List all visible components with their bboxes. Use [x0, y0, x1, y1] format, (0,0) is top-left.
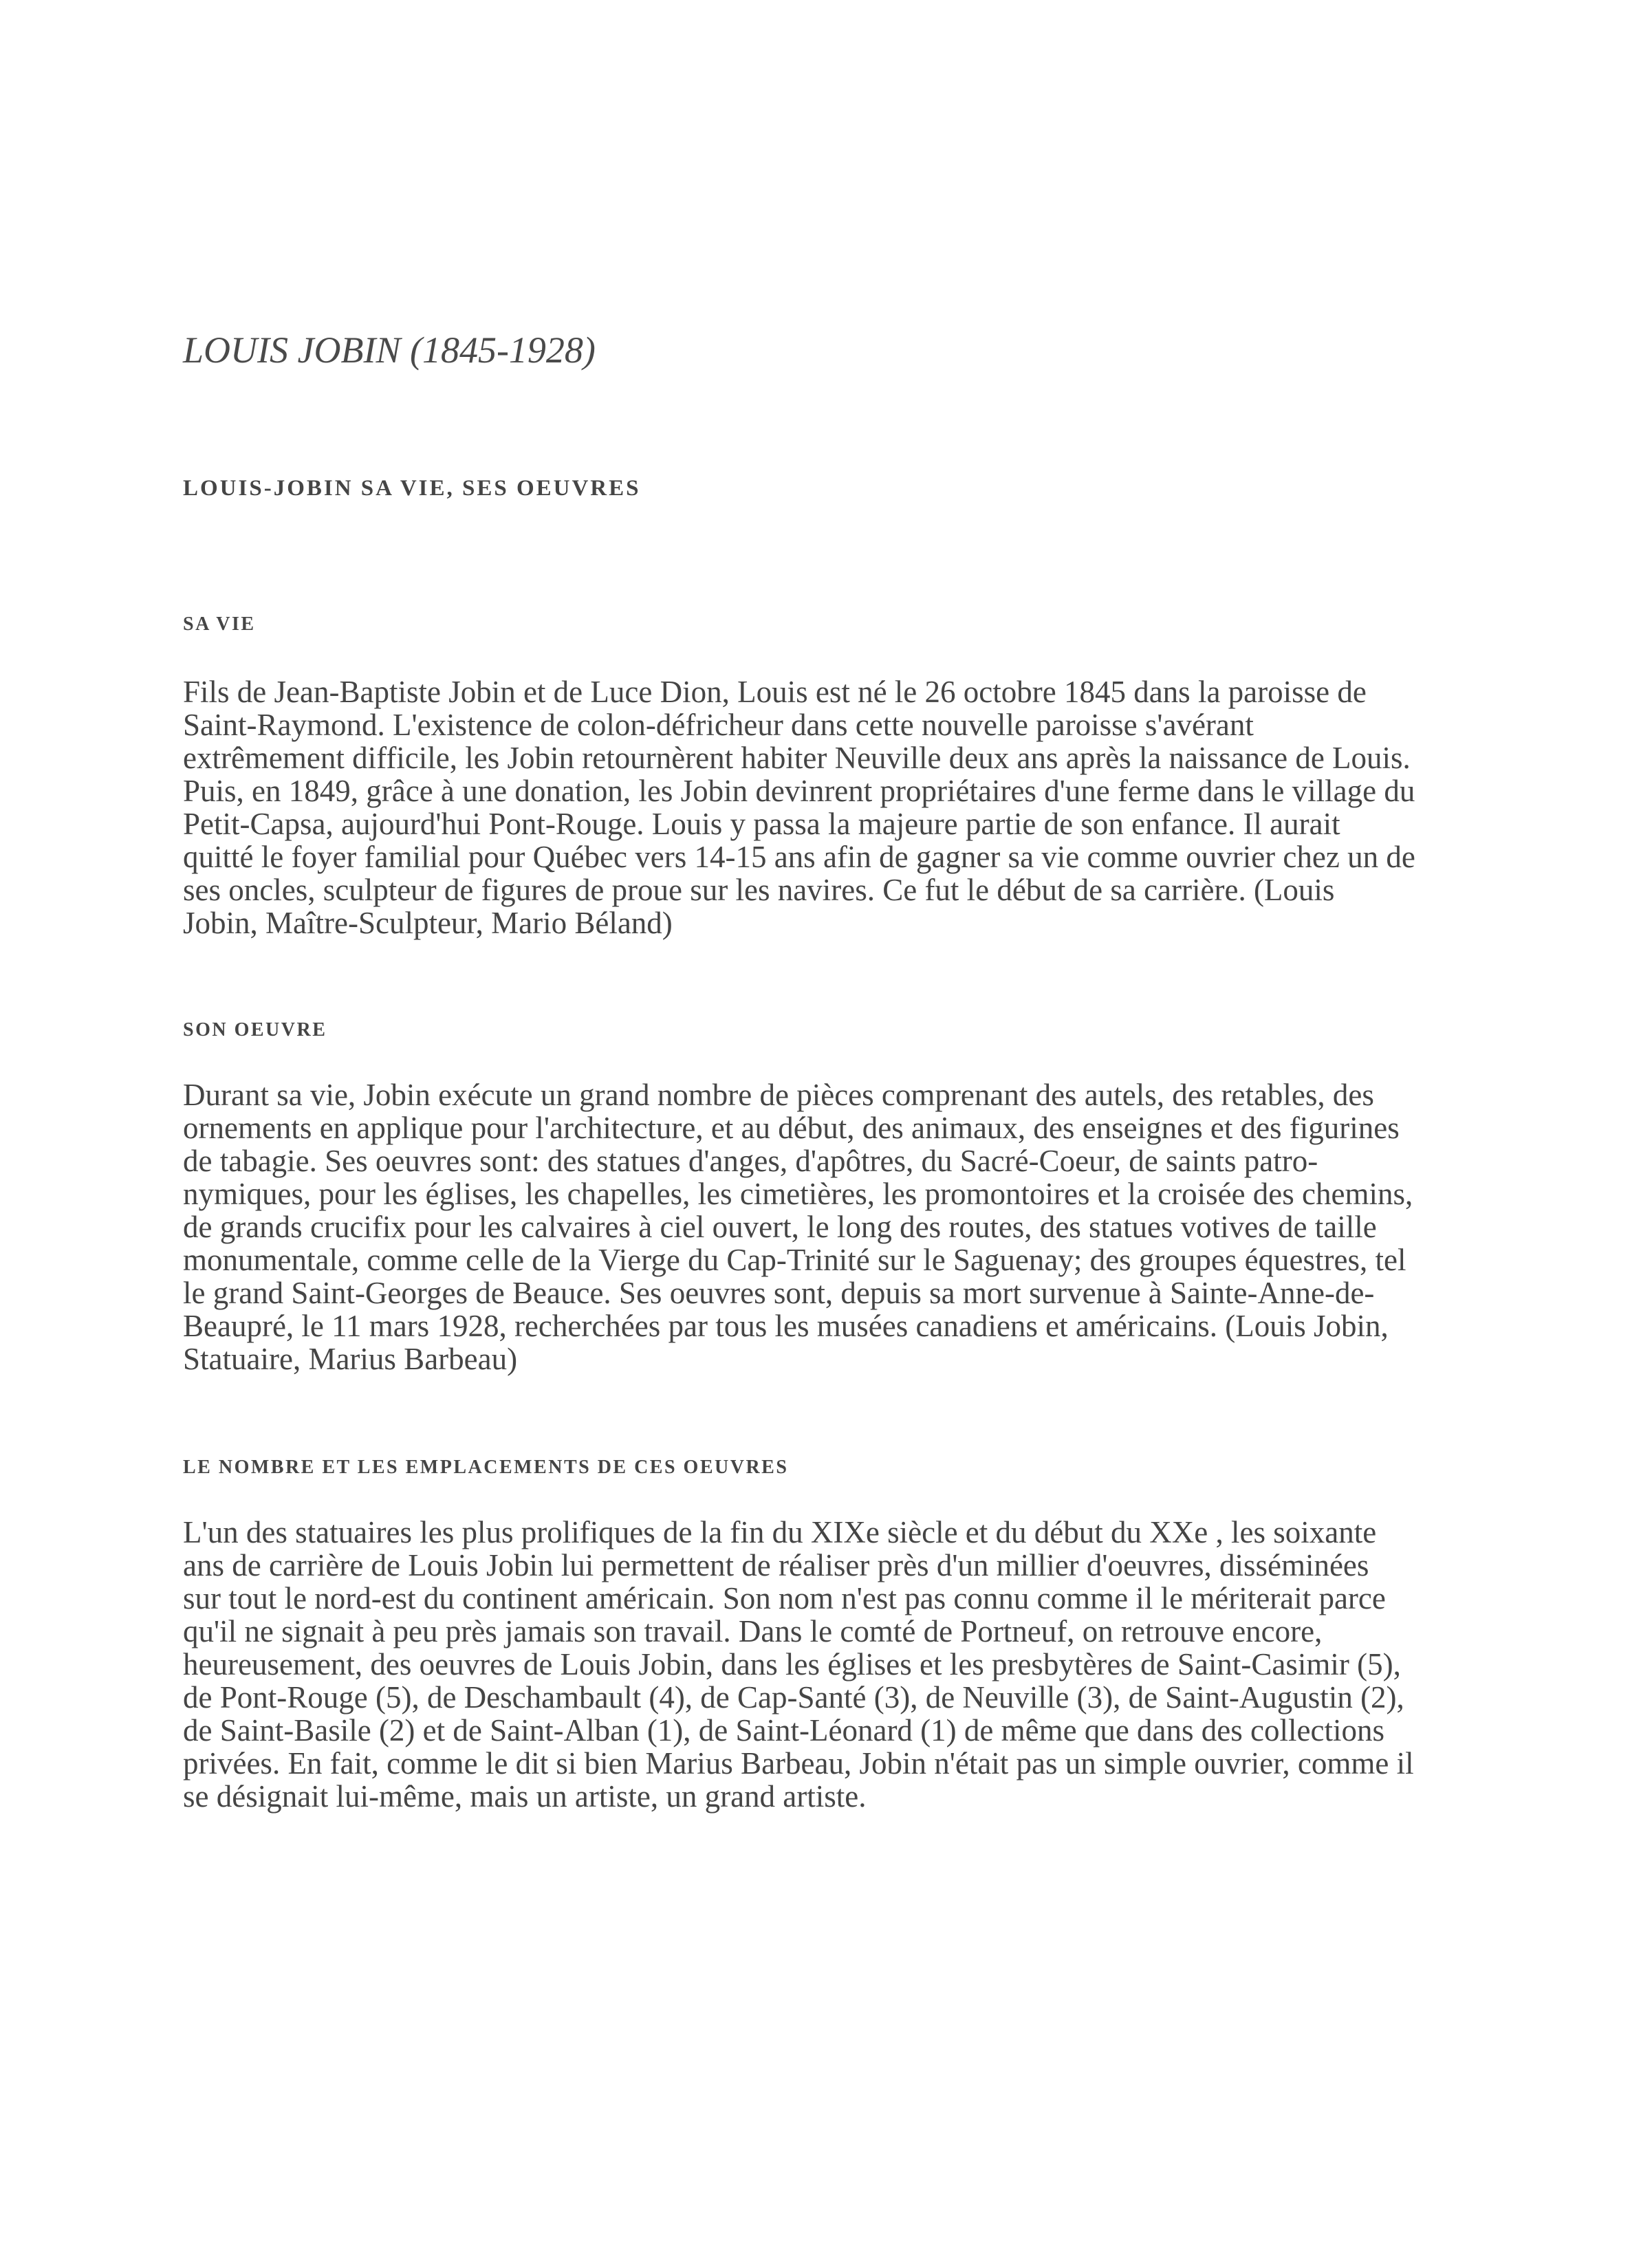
paragraph-line: Statuaire, Marius Barbeau) — [183, 1342, 518, 1376]
paragraph-line: de tabagie. Ses oeuvres sont: des statues d'anges, d'apôtres, du Sacré-Coeur, de saints patro- — [183, 1144, 1318, 1178]
paragraph-line: de Saint-Basile (2) et de Saint-Alban (1), de Saint-Léonard (1) de même que dans des collections — [183, 1713, 1384, 1748]
document-title: LOUIS JOBIN (1845-1928) — [183, 329, 596, 371]
paragraph-line: privées. En fait, comme le dit si bien Marius Barbeau, Jobin n'était pas un simple ouvrier, comme il — [183, 1746, 1414, 1781]
paragraph-line: Puis, en 1849, grâce à une donation, les Jobin devinrent propriétaires d'une ferme dans le village du — [183, 774, 1415, 808]
paragraph-line: Saint-Raymond. L'existence de colon-défricheur dans cette nouvelle paroisse s'avérant — [183, 708, 1254, 742]
section-paragraph-sa-vie — [183, 675, 1415, 939]
paragraph-line: ses oncles, sculpteur de figures de proue sur les navires. Ce fut le début de sa carrière. (Louis — [183, 873, 1335, 907]
paragraph-line: Petit-Capsa, aujourd'hui Pont-Rouge. Louis y passa la majeure partie de son enfance. Il aurait — [183, 807, 1340, 841]
section-heading-son-oeuvre: SON OEUVRE — [183, 1019, 327, 1041]
paragraph-line: Durant sa vie, Jobin exécute un grand nombre de pièces comprenant des autels, des retables, des — [183, 1078, 1374, 1112]
paragraph-line: ans de carrière de Louis Jobin lui permettent de réaliser près d'un millier d'oeuvres, disséminées — [183, 1548, 1369, 1582]
section-heading-sa-vie: SA VIE — [183, 613, 256, 635]
paragraph-line: de grands crucifix pour les calvaires à ciel ouvert, le long des routes, des statues votives de taille — [183, 1210, 1377, 1244]
paragraph-line: le grand Saint-Georges de Beauce. Ses oeuvres sont, depuis sa mort survenue à Sainte-Anne-de- — [183, 1276, 1375, 1310]
paragraph-line: Jobin, Maître-Sculpteur, Mario Béland) — [183, 906, 673, 940]
document-subtitle: LOUIS-JOBIN SA VIE, SES OEUVRES — [183, 476, 641, 501]
paragraph-line: qu'il ne signait à peu près jamais son travail. Dans le comté de Portneuf, on retrouve encore, — [183, 1614, 1323, 1648]
paragraph-line: de Pont-Rouge (5), de Deschambault (4), de Cap-Santé (3), de Neuville (3), de Saint-Augustin (2), — [183, 1680, 1404, 1715]
paragraph-line: extrêmement difficile, les Jobin retournèrent habiter Neuville deux ans après la naissance de Louis. — [183, 741, 1411, 775]
paragraph-line: Beaupré, le 11 mars 1928, recherchées par tous les musées canadiens et américains. (Louis Jobin, — [183, 1309, 1389, 1343]
paragraph-line: ornements en applique pour l'architecture, et au début, des animaux, des enseignes et des figurines — [183, 1111, 1400, 1145]
paragraph-line: L'un des statuaires les plus prolifiques de la fin du XIXe siècle et du début du XXe , les soixante — [183, 1515, 1377, 1549]
section-paragraph-son-oeuvre — [183, 1078, 1413, 1375]
paragraph-line: monumentale, comme celle de la Vierge du Cap-Trinité sur le Saguenay; des groupes équestres, tel — [183, 1243, 1406, 1277]
paragraph-line: sur tout le nord-est du continent américain. Son nom n'est pas connu comme il le mériterait parce — [183, 1581, 1386, 1615]
paragraph-line: quitté le foyer familial pour Québec vers 14-15 ans afin de gagner sa vie comme ouvrier chez un de — [183, 840, 1415, 874]
paragraph-line: heureusement, des oeuvres de Louis Jobin, dans les églises et les presbytères de Saint-Casimir (5), — [183, 1647, 1401, 1682]
paragraph-line: se désignait lui-même, mais un artiste, un grand artiste. — [183, 1779, 867, 1814]
section-paragraph-emplacements — [183, 1516, 1414, 1813]
paragraph-line: nymiques, pour les églises, les chapelles, les cimetières, les promontoires et la croisée des chemins, — [183, 1177, 1413, 1211]
section-heading-emplacements: LE NOMBRE ET LES EMPLACEMENTS DE CES OEUVRES — [183, 1457, 789, 1478]
paragraph-line: Fils de Jean-Baptiste Jobin et de Luce Dion, Louis est né le 26 octobre 1845 dans la paroisse de — [183, 675, 1367, 709]
